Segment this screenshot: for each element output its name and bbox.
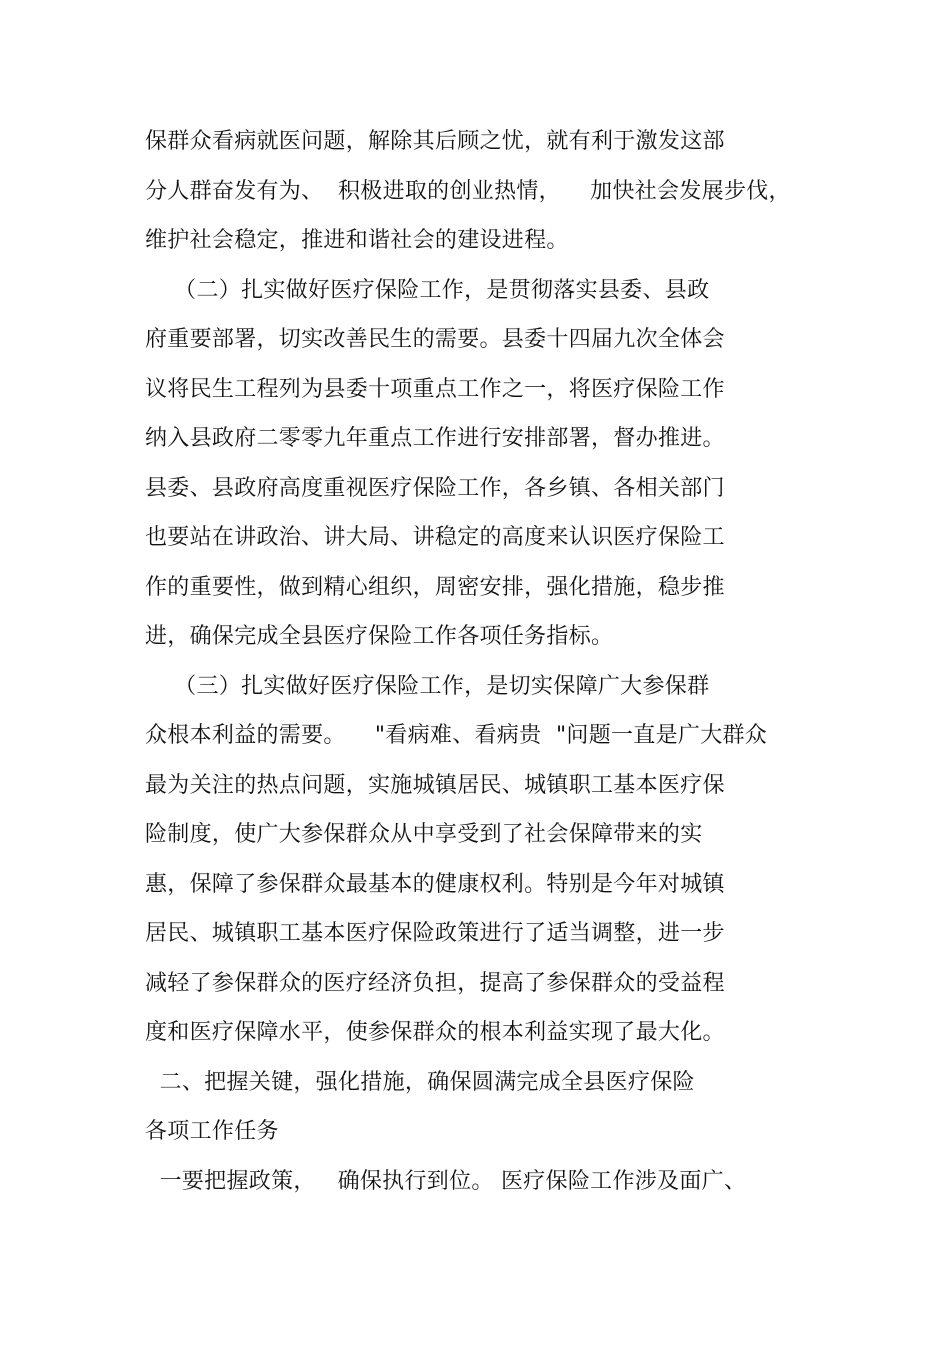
text-line: 一要把握政策， 确保执行到位。 医疗保险工作涉及面广、: [145, 1169, 747, 1194]
text-line: 分人群奋发有为、 积极进取的创业热情， 加快社会发展步伐，: [145, 179, 791, 204]
text-line: 进，确保完成全县医疗保险工作各项任务指标。: [145, 624, 614, 649]
text-line: 作的重要性，做到精心组织，周密安排，强化措施，稳步推: [145, 575, 725, 600]
text-line: 众根本利益的需要。 "看病难、看病贵 "问题一直是广大群众: [145, 723, 768, 748]
text-line: 度和医疗保障水平，使参保群众的根本利益实现了最大化。: [145, 1020, 725, 1045]
section-heading-continued: 各项工作任务: [145, 1119, 279, 1144]
text-line: 减轻了参保群众的医疗经济负担，提高了参保群众的受益程: [145, 971, 725, 996]
text-line: 惠，保障了参保群众最基本的健康权利。特别是今年对城镇: [145, 872, 725, 897]
text-line: 险制度，使广大参保群众从中享受到了社会保障带来的实: [145, 822, 703, 847]
text-line: （二）扎实做好医疗保险工作，是贯彻落实县委、县政: [145, 278, 710, 303]
text-line: 也要站在讲政治、讲大局、讲稳定的高度来认识医疗保险工: [145, 525, 725, 550]
section-heading: 二、把握关键，强化措施，确保圆满完成全县医疗保险: [145, 1070, 695, 1095]
text-line: 府重要部署，切实改善民生的需要。县委十四届九次全体会: [145, 327, 725, 352]
text-line: 最为关注的热点问题，实施城镇居民、城镇职工基本医疗保: [145, 773, 725, 798]
text-line: 居民、城镇职工基本医疗保险政策进行了适当调整，进一步: [145, 921, 725, 946]
text-line: 维护社会稳定，推进和谐社会的建设进程。: [145, 228, 569, 253]
text-line: 议将民生工程列为县委十项重点工作之一，将医疗保险工作: [145, 377, 725, 402]
text-line: 县委、县政府高度重视医疗保险工作，各乡镇、各相关部门: [145, 476, 725, 501]
text-line: 保群众看病就医问题，解除其后顾之忧，就有利于激发这部: [145, 129, 725, 154]
text-line: 纳入县政府二零零九年重点工作进行安排部署，督办推进。: [145, 426, 725, 451]
text-line: （三）扎实做好医疗保险工作，是切实保障广大参保群: [145, 674, 710, 699]
